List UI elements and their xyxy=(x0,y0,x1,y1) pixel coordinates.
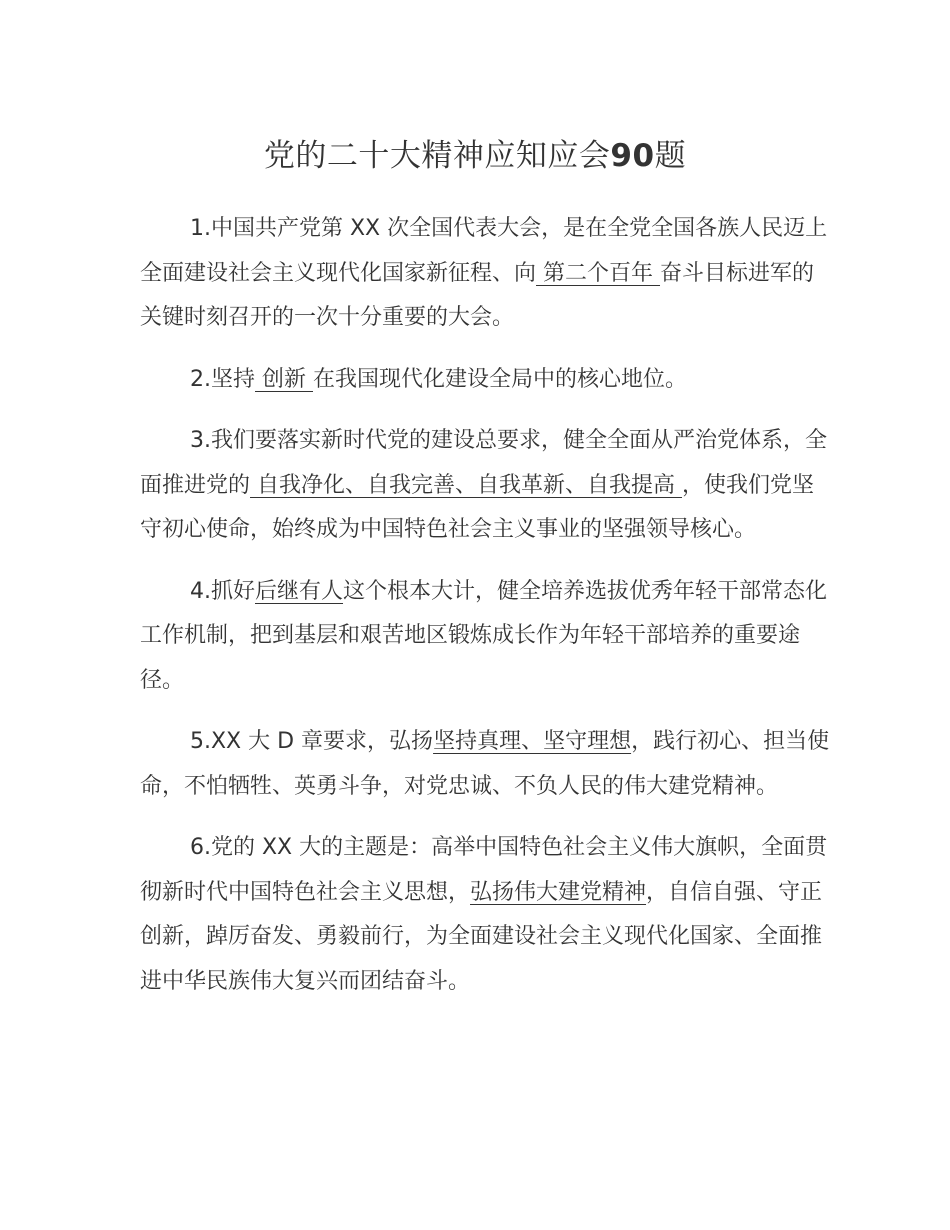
document-title xyxy=(0,134,950,178)
q2-text-before: 2.坚持 xyxy=(190,366,255,392)
q3-text-after: ，使我们党坚守初心使命，始终成为中国特色社会主义事业的坚强领导核心。 xyxy=(140,472,815,542)
q3-answer: 自我净化、自我完善、自我革新、自我提高 xyxy=(250,472,683,498)
title-text: 党的二十大精神应知应会 xyxy=(263,138,611,174)
q3-text-before: 3.我们要落实新时代党的建设总要求，健全全面从严治党体系，全面推进党的 xyxy=(140,428,827,498)
question-5 xyxy=(140,720,830,809)
q5-text-before: 5.XX 大 D 章要求，弘扬 xyxy=(190,729,434,754)
question-3 xyxy=(140,419,830,553)
question-2 xyxy=(140,358,830,403)
q4-text-before: 4.抓好 xyxy=(190,578,255,604)
q1-text-before: 1.中国共产党第 XX 次全国代表大会，是在全党全国各族人民迈上全面建设社会主义现代化国家新征程、向 xyxy=(140,216,828,286)
q4-text-after: 这个根本大计，健全培养选拔优秀年轻干部常态化工作机制，把到基层和艰苦地区锻炼成长作为年轻干部培养的重要途径。 xyxy=(140,578,828,693)
document-body xyxy=(140,207,830,1021)
q1-text-after: 奋斗目标进军的关键时刻召开的一次十分重要的大会。 xyxy=(140,260,815,330)
title-suffix: 题 xyxy=(654,138,687,174)
question-6 xyxy=(140,826,830,1004)
q5-text-after: ，践行初心、担当使命，不怕牺牲、英勇斗争，对党忠诚、不负人民的伟大建党精神。 xyxy=(140,729,830,799)
q4-answer: 后继有人 xyxy=(255,578,344,604)
question-1 xyxy=(140,207,830,341)
q6-text-before: 6.党的 XX 大的主题是：高举中国特色社会主义伟大旗帜，全面贯彻新时代中国特色社会主义思想， xyxy=(140,835,828,905)
q5-answer: 坚持真理、坚守理想 xyxy=(433,729,632,754)
q1-answer: 第二个百年 xyxy=(536,260,661,286)
q2-answer: 创新 xyxy=(255,366,313,392)
q6-answer: 弘扬伟大建党精神 xyxy=(470,879,647,905)
q6-text-after: ，自信自强、守正创新，踔厉奋发、勇毅前行，为全面建设社会主义现代化国家、全面推进中华民族伟大复兴而团结奋斗。 xyxy=(140,879,823,994)
q2-text-after: 在我国现代化建设全局中的核心地位。 xyxy=(313,366,688,392)
question-4 xyxy=(140,570,830,704)
title-number: 90 xyxy=(610,138,655,174)
